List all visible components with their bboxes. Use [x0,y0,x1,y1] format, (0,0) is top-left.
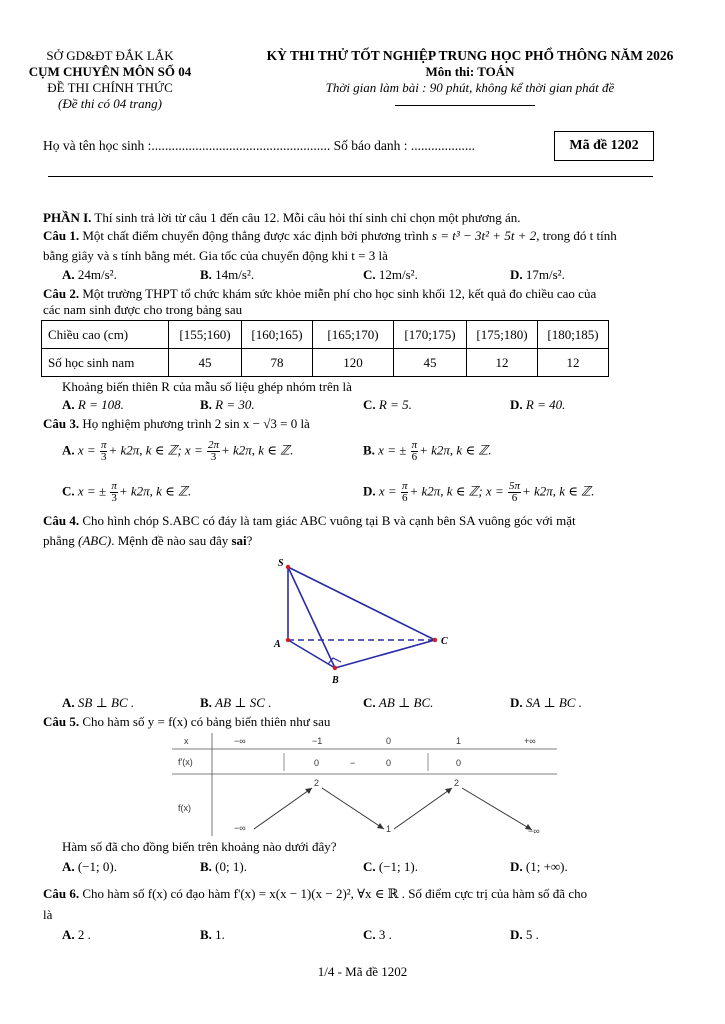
option-text: AB ⊥ SC . [215,695,272,710]
q5-question: Hàm số đã cho đồng biến trên khoảng nào dưới đây? [62,839,337,854]
q5-option-d[interactable] [510,859,568,875]
table-cell: 12 [467,349,538,377]
q5-option-a[interactable] [62,859,117,875]
height-table [41,320,609,377]
numerator: 2π [207,439,219,451]
student-info-underline [48,176,653,177]
option-text: 17m/s². [525,267,565,282]
option-label: C. [363,267,376,282]
math-text: + k2π, k ∈ ℤ [419,442,489,458]
q1-option-d[interactable] [510,267,565,283]
numerator: 5π [508,480,520,492]
option-label: B. [200,859,212,874]
edge-sc [288,567,435,640]
denominator: 6 [511,492,518,504]
option-text: 5 . [525,927,539,942]
option-label: C. [363,695,376,710]
header-divider [395,105,535,106]
numerator: π [411,439,418,451]
option-text: AB ⊥ BC. [378,695,434,710]
denominator: 3 [100,451,107,463]
q1-option-c[interactable] [363,267,418,283]
part1-heading [43,210,693,226]
table-cell: [165;170) [313,321,394,349]
vertex-b [333,666,337,670]
option-label: C. [363,927,376,942]
math-text: . [488,442,492,458]
page-count-note: (Đề thi có 04 trang) [58,96,162,111]
math-text: + k2π, k ∈ ℤ [118,483,188,499]
option-label: A. [62,695,75,710]
numerator: π [100,439,107,451]
q2-option-c[interactable] [363,397,412,413]
option-label: D. [510,927,523,942]
math-text: x = ± [77,483,107,499]
q4-option-a[interactable] [62,695,134,711]
q4-line2 [43,533,693,549]
q2-option-b[interactable] [200,397,255,413]
bbt-f-label: f(x) [178,803,191,813]
q4-option-c[interactable] [363,695,433,711]
vertex-a [286,638,290,642]
table-cell: Chiều cao (cm) [42,321,169,349]
math-text: x = [77,442,96,458]
exam-code-box: Mã đề 1202 [554,131,654,161]
option-label: A. [62,442,75,458]
table-cell: [160;165) [242,321,313,349]
option-text: (−1; 0). [77,859,117,874]
option-text: 2 . [77,927,91,942]
q3-option-c[interactable] [62,481,191,504]
q4-text-part: ? [246,533,253,548]
bbt-fp-value: 0 [314,758,320,768]
question-2 [43,286,693,302]
q4-label: Câu 4. [43,513,80,528]
table-cell: 45 [169,349,242,377]
header-left [10,48,210,112]
option-text: R = 108. [77,397,124,412]
q5-text: Cho hàm số y = f(x) có bảng biến thiên như sau [79,714,331,729]
exam-subject: Môn thi: TOÁN [425,64,515,79]
option-label: C. [363,859,376,874]
department-name: SỞ GD&ĐT ĐẮK LẮK [46,48,174,63]
table-cell: Số học sinh nam [42,349,169,377]
header-right [215,48,725,96]
option-text: (0; 1). [215,859,247,874]
option-label: B. [200,695,212,710]
q4-plane: (ABC) [78,533,112,548]
option-label: A. [62,267,75,282]
option-text: 12m/s². [378,267,418,282]
fraction [100,440,108,463]
bbt-fp-value: − [350,758,356,768]
option-text: SB ⊥ BC . [77,695,135,710]
vertex-c [433,638,437,642]
option-label: C. [62,483,75,499]
q3-text: Họ nghiệm phương trình 2 sin x − √3 = 0 là [79,416,310,431]
q4-option-b[interactable] [200,695,271,711]
option-text: 14m/s². [215,267,255,282]
table-cell: 120 [313,349,394,377]
q2-question: Khoảng biến thiên R của mẫu số liệu ghép nhóm trên là [62,379,352,394]
table-cell: 78 [242,349,313,377]
label-b: B [332,675,339,686]
option-text: SA ⊥ BC . [525,695,582,710]
q6-label: Câu 6. [43,886,80,901]
bbt-f-value: −∞ [528,826,540,836]
table-cell: [155;160) [169,321,242,349]
table-row [42,349,609,377]
q4-text: Cho hình chóp S.ABC có đáy là tam giác ABC vuông tại B và cạnh bên SA vuông góc với mặt [79,513,576,528]
option-label: D. [510,695,523,710]
option-label: B. [200,927,212,942]
fraction [411,440,419,463]
q3-option-b[interactable] [363,440,491,463]
bbt-x-value: −∞ [234,736,246,746]
part1-title: PHẦN I. [43,210,92,225]
bbt-fp-value: 0 [386,758,392,768]
fraction [401,481,409,504]
denominator: 6 [401,492,408,504]
bbt-x-value: +∞ [524,736,536,746]
q2-option-d[interactable] [510,397,565,413]
q3-option-d[interactable] [363,481,594,504]
edge-bc [335,640,435,668]
q4-text-part: . Mệnh đề nào sau đây [111,533,232,548]
math-text: ; x = [177,442,203,458]
numerator: π [401,480,408,492]
q2-label: Câu 2. [43,286,80,301]
exam-time: Thời gian làm bài : 90 phút, không kể thời gian phát đề [325,80,615,95]
q1-option-b[interactable] [200,267,254,283]
exam-title: KỲ THI THỬ TỐT NGHIỆP TRUNG HỌC PHỔ THÔNG NĂM 2026 [266,48,674,63]
denominator: 3 [111,492,117,504]
bbt-x-value: −1 [312,736,323,746]
numerator: π [111,480,117,492]
q4-option-d[interactable] [510,695,582,711]
bbt-fp-label: f'(x) [178,757,193,767]
option-text: R = 5. [378,397,412,412]
bbt-f-value: 2 [454,778,460,788]
q6-option-c[interactable] [363,927,392,943]
q6-option-a[interactable] [62,927,91,943]
bbt-x-label: x [184,736,189,746]
q5-label: Câu 5. [43,714,80,729]
q1-formula: s = t³ − 3t² + 5t + 2 [431,228,537,243]
q6-text: Cho hàm số f(x) có đạo hàm f'(x) = x(x − 1)(x − 2)², ∀x ∈ ℝ . Số điểm cực trị của hàm số đã cho [79,886,588,901]
option-label: D. [363,483,376,499]
bbt-x-value: 1 [456,736,462,746]
vertex-s [286,565,290,569]
table-cell: 45 [394,349,467,377]
q1-line2: bằng giây và s tính bằng mét. Gia tốc của chuyển động khi t = 3 là [43,248,388,263]
option-text: 1. [215,927,225,942]
pyramid-figure [265,555,465,690]
q6-option-d[interactable] [510,927,539,943]
fraction [207,440,220,463]
label-a: A [274,639,281,650]
q3-label: Câu 3. [43,416,80,431]
option-text: 3 . [378,927,392,942]
question-1 [43,228,693,244]
q1-option-a[interactable] [62,267,117,283]
option-label: B. [363,442,375,458]
variation-table [172,733,557,836]
q5-option-c[interactable] [363,859,418,875]
q4-text-part: phẳng [43,533,79,548]
option-label: A. [62,397,75,412]
q1-label: Câu 1. [43,228,80,243]
q2-option-a[interactable] [62,397,124,413]
question-5 [43,714,693,730]
bbt-f-value: 2 [314,778,320,788]
q6-option-b[interactable] [200,927,225,943]
q4-emphasis: sai [231,533,247,548]
label-s: S [278,558,284,569]
option-label: A. [62,859,75,874]
bbt-f-value: 1 [386,824,392,834]
option-label: B. [200,397,212,412]
question-4 [43,513,693,529]
official-label: ĐỀ THI CHÍNH THỨC [47,80,173,95]
bbt-f-value: −∞ [234,823,246,833]
variation-table-lines [172,733,557,836]
option-text: R = 30. [215,397,255,412]
option-text: (−1; 1). [378,859,418,874]
table-cell: [170;175) [394,321,467,349]
math-text: + k2π, k ∈ ℤ [108,442,178,458]
option-label: C. [363,397,376,412]
table-cell: 12 [538,349,609,377]
table-row [42,321,609,349]
option-text: (1; +∞). [525,859,568,874]
option-label: B. [200,267,212,282]
fraction [110,481,118,504]
bbt-fp-value: 0 [456,758,462,768]
option-label: D. [510,267,523,282]
question-3 [43,416,693,432]
option-text: R = 40. [525,397,566,412]
denominator: 3 [210,451,217,463]
question-6 [43,886,693,902]
math-text: x = [378,483,397,499]
q2-line2: các nam sinh được cho trong bảng sau [43,302,243,317]
math-text: ; x = [478,483,504,499]
fraction [508,481,521,504]
option-label: D. [510,859,523,874]
math-text: + k2π, k ∈ ℤ [521,483,591,499]
student-info-line: Họ và tên học sinh :..................................................... Số báo danh : ................... [43,138,475,153]
table-cell: [180;185) [538,321,609,349]
math-text: . [289,442,294,458]
q1-text: Một chất điểm chuyển động thẳng được xác định bởi phương trình [79,228,432,243]
math-text: . [590,483,595,499]
page-footer: 1/4 - Mã đề 1202 [317,964,408,979]
option-label: D. [510,397,523,412]
q5-option-b[interactable] [200,859,247,875]
label-c: C [441,636,448,647]
math-text: + k2π, k ∈ ℤ [409,483,479,499]
math-text: x = ± [378,442,407,458]
q3-option-a[interactable] [62,440,293,463]
q6-line2: là [43,907,53,922]
cluster-name: CỤM CHUYÊN MÔN SỐ 04 [28,64,192,79]
q1-text-b: , trong đó t tính [536,228,617,243]
bbt-x-value: 0 [386,736,392,746]
table-cell: [175;180) [467,321,538,349]
option-label: A. [62,927,75,942]
math-text: . [187,483,191,499]
math-text: + k2π, k ∈ ℤ [220,442,290,458]
denominator: 6 [411,451,418,463]
edge-sb [288,567,335,668]
option-text: 24m/s². [77,267,117,282]
q2-text: Một trường THPT tổ chức khám sức khỏe miễn phí cho học sinh khối 12, kết quả đo chiều cao của [79,286,597,301]
part1-instruction: Thí sinh trả lời từ câu 1 đến câu 12. Mỗi câu hỏi thí sinh chỉ chọn một phương án. [91,210,521,225]
